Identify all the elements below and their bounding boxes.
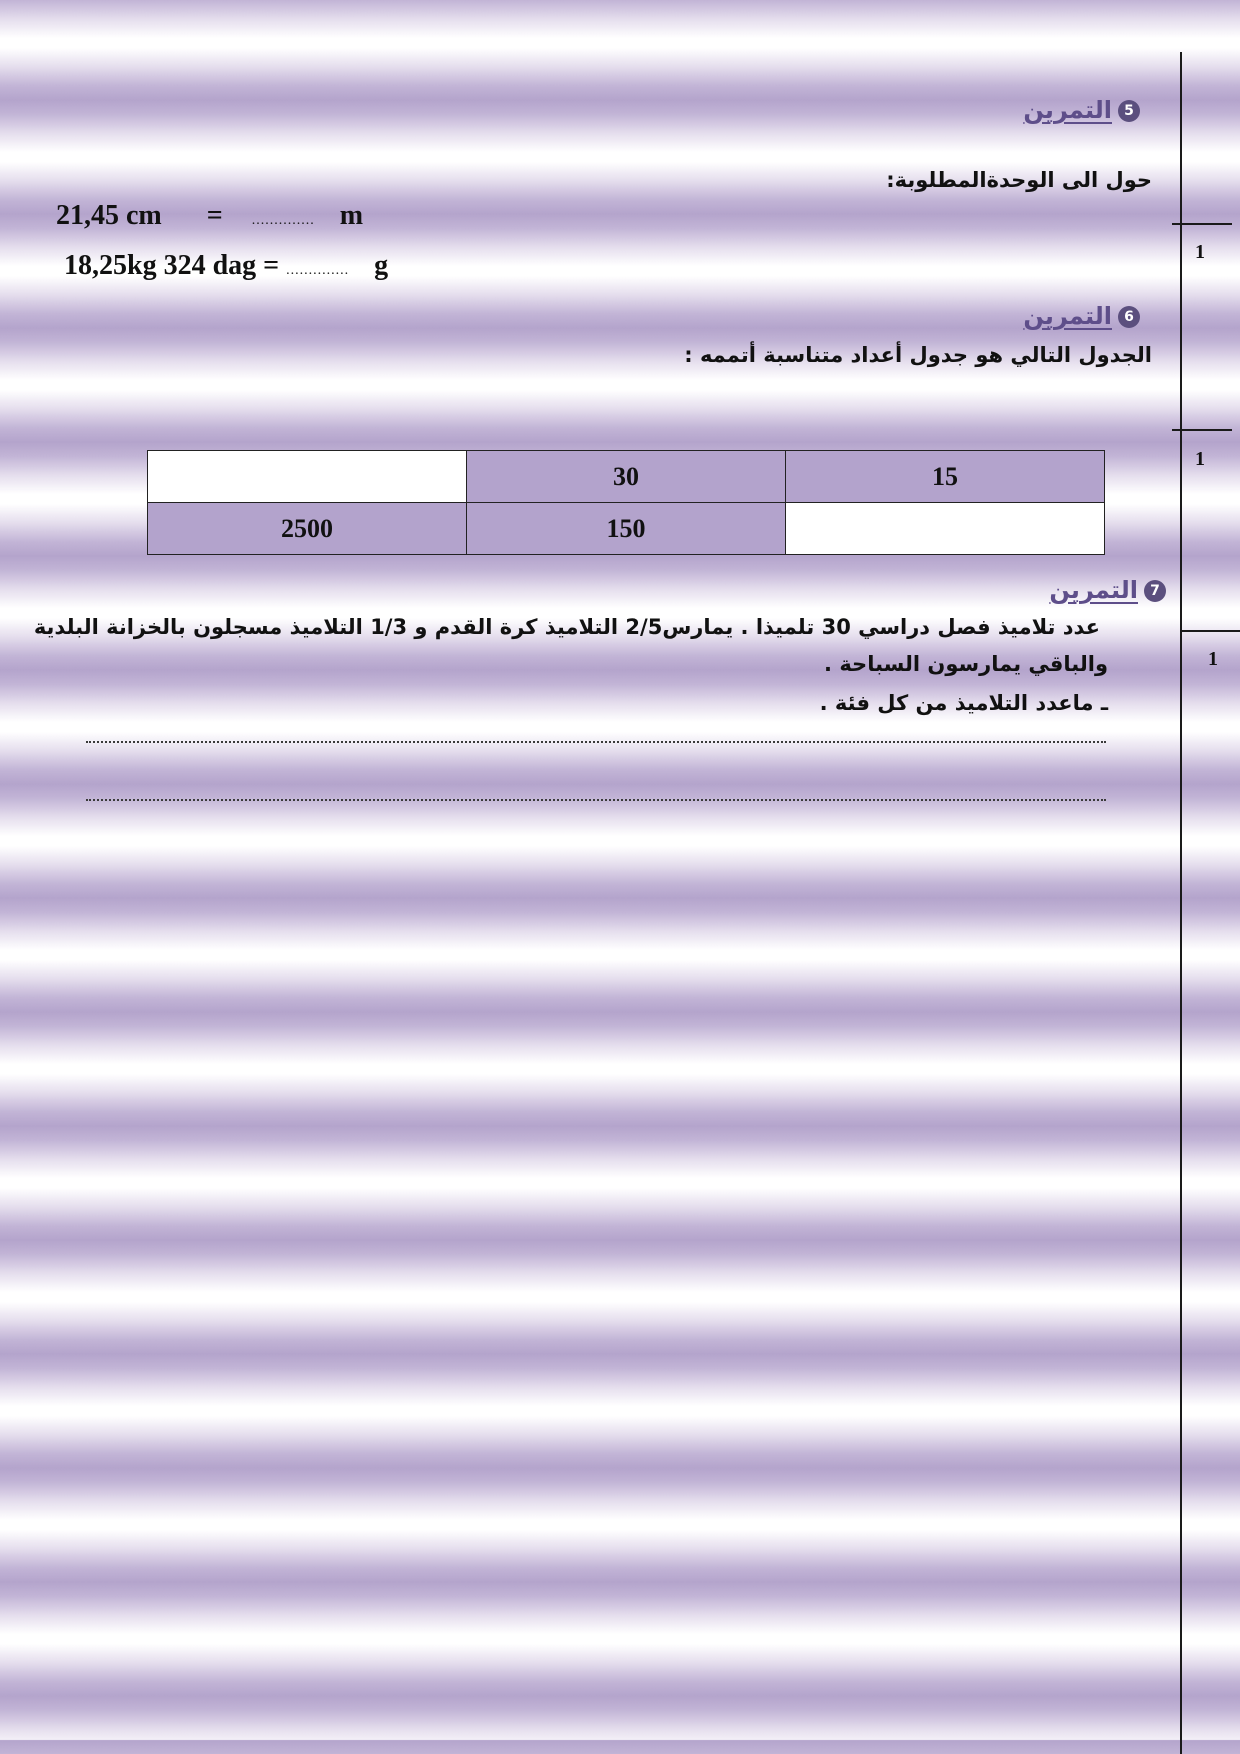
exercise-6-instruction: الجدول التالي هو جدول أعداد متناسبة أتممه : [684,343,1152,367]
margin-rule-2 [1172,429,1232,431]
exercise-7-question: ـ ماعدد التلاميذ من كل فئة . [819,691,1108,715]
exercise-7-statement-line-1: عدد تلاميذ فصل دراسي 30 تلميذا . يمارس2/5 التلاميذ كرة القدم و 1/3 التلاميذ مسجلون بالخزانة البلدية [33,615,1100,639]
table-cell-r2-c3[interactable] [786,503,1105,555]
score-ex7: 1 [1208,648,1218,670]
table-cell-r2-c2: 150 [467,503,786,555]
table-cell-r1-c2: 30 [467,451,786,503]
exercise-5-title-text: التمرين [1023,96,1112,124]
exercise-7-title-text: التمرين [1049,576,1138,604]
conversion-1-left: 21,45 cm [56,200,162,231]
table-cell-r1-c3: 15 [786,451,1105,503]
margin-rule-3 [1180,630,1240,632]
exercise-5-instruction: حول الى الوحدةالمطلوبة: [886,168,1152,192]
exercise-5-title [1023,96,1140,124]
score-ex5: 1 [1195,241,1205,263]
answer-line-2[interactable] [86,799,1106,801]
answer-line-1[interactable] [86,741,1106,743]
table-row [148,451,1105,503]
conversion-2-unit: g [374,250,389,281]
proportion-table [147,450,1105,555]
score-ex6: 1 [1195,448,1205,470]
conversion-2 [64,250,388,282]
exercise-7-statement-line-2: والباقي يمارسون السباحة . [824,652,1108,676]
exercise-5-number-badge: 5 [1118,100,1140,122]
conversion-2-blank[interactable]: .............. [286,263,350,278]
conversion-1-blank[interactable]: .............. [251,213,315,228]
conversion-1-unit: m [339,200,364,231]
table-row [148,503,1105,555]
exercise-7-number-badge: 7 [1144,580,1166,602]
margin-rule-1 [1172,223,1232,225]
conversion-2-left: 18,25kg 324 dag = [64,250,280,281]
table-cell-r1-c1[interactable] [148,451,467,503]
exercise-6-title [1023,302,1140,330]
margin-vertical-rule [1180,52,1182,1754]
table-cell-r2-c1: 2500 [148,503,467,555]
conversion-1 [56,200,363,232]
exercise-6-number-badge: 6 [1118,306,1140,328]
exercise-7-title [1049,576,1166,604]
conversion-1-equals: = [206,200,223,231]
exercise-6-title-text: التمرين [1023,302,1112,330]
